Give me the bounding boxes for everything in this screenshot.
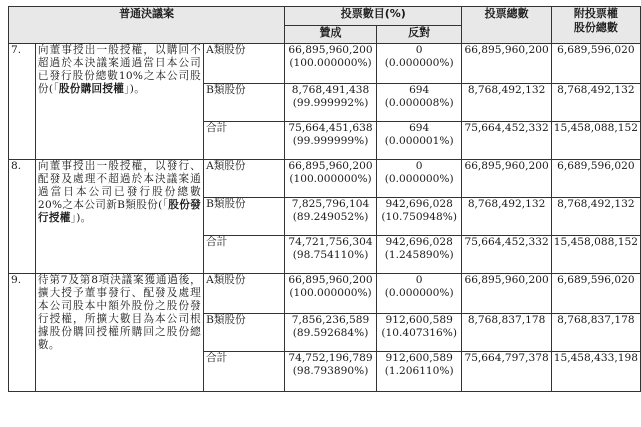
votes-against — [376, 236, 462, 274]
votes-for-pct: (89.249052%) — [292, 211, 369, 223]
votes-for-pct: (99.999999%) — [292, 135, 369, 147]
votes-against-value: 694 — [409, 84, 430, 96]
share-class: B類股份 — [204, 198, 285, 236]
share-class: 合計 — [204, 122, 285, 160]
votes-against-value: 912,600,589 — [385, 314, 453, 326]
resolution-text-post: 」)。 — [70, 212, 92, 224]
votes-for-pct: (89.592684%) — [292, 327, 369, 339]
votes-for-pct: (98.754110%) — [292, 249, 369, 261]
votes-for — [285, 274, 377, 314]
shares-with-rights: 15,458,088,152 — [551, 122, 640, 160]
votes-against-pct: (0.000008%) — [384, 97, 454, 109]
votes-against-value: 694 — [409, 122, 430, 134]
votes-against-value: 0 — [415, 274, 423, 286]
votes-for-value: 8,768,491,438 — [291, 84, 370, 96]
shares-with-rights: 6,689,596,020 — [551, 274, 640, 314]
votes-against-pct: (1.245890%) — [384, 249, 454, 261]
shares-with-rights: 15,458,433,198 — [551, 352, 640, 392]
votes-for — [285, 352, 377, 392]
votes-against-pct: (10.750948%) — [381, 211, 457, 223]
votes-against-value: 0 — [415, 160, 423, 172]
resolution-number: 9. — [9, 274, 36, 392]
total-votes: 8,768,837,178 — [462, 314, 551, 352]
votes-against-value: 0 — [415, 44, 423, 56]
header-shares-with-rights: 附投票權 股份總數 — [551, 7, 640, 44]
resolution-text — [35, 44, 203, 160]
voting-results-table — [8, 6, 641, 392]
votes-for-value: 7,856,236,589 — [291, 314, 370, 326]
votes-against — [376, 122, 462, 160]
votes-against — [376, 274, 462, 314]
votes-for-value: 75,664,451,638 — [288, 122, 373, 134]
votes-for — [285, 198, 377, 236]
shares-with-rights: 8,768,492,132 — [551, 84, 640, 122]
votes-against — [376, 160, 462, 198]
header-against: 反對 — [376, 26, 462, 44]
votes-for-value: 7,825,796,104 — [291, 198, 370, 210]
resolution-text-pre: 向董事授出一般授權，以發行、配發及處理不超過於本決議案通過當日本公司已發行股份總數20%之本公司新B類股份(「 — [37, 160, 202, 211]
resolution-text-pre: 向董事授出一般授權，以購回不超過於本決議案通過當日本公司已發行股份總數10%之本公司股份(「 — [37, 44, 202, 95]
votes-against — [376, 352, 462, 392]
total-votes: 75,664,452,332 — [462, 122, 551, 160]
shares-with-rights: 6,689,596,020 — [551, 44, 640, 84]
shares-with-rights: 15,458,088,152 — [551, 236, 640, 274]
total-votes: 66,895,960,200 — [462, 44, 551, 84]
votes-against — [376, 314, 462, 352]
votes-for-value: 66,895,960,200 — [288, 274, 373, 286]
share-class: 合計 — [204, 352, 285, 392]
votes-for-pct: (100.000000%) — [289, 287, 372, 299]
votes-for — [285, 44, 377, 84]
votes-against — [376, 198, 462, 236]
votes-against-value: 942,696,028 — [385, 198, 453, 210]
share-class: A類股份 — [204, 160, 285, 198]
table-row — [9, 274, 641, 314]
resolution-text-pre: 待第7及第8項決議案獲通過後，擴大授予董事發行、配發及處理本公司股本中額外股份之股份發行授權，所擴大數目為本公司根據股份購回授權所購回之股份總數。 — [37, 274, 202, 351]
votes-for-pct: (98.793890%) — [292, 365, 369, 377]
resolution-keyword: 股份發行授權 — [37, 199, 202, 224]
total-votes: 75,664,797,378 — [462, 352, 551, 392]
votes-for — [285, 122, 377, 160]
resolution-keyword: 股份購回授權 — [58, 83, 125, 95]
total-votes: 66,895,960,200 — [462, 160, 551, 198]
resolution-number: 8. — [9, 160, 36, 274]
total-votes: 8,768,492,132 — [462, 198, 551, 236]
votes-against-pct: (0.000000%) — [384, 287, 454, 299]
total-votes: 75,664,452,332 — [462, 236, 551, 274]
votes-against-value: 912,600,589 — [385, 352, 453, 364]
votes-for-pct: (100.000000%) — [289, 173, 372, 185]
header-for: 贊成 — [285, 26, 377, 44]
votes-against-pct: (10.407316%) — [381, 327, 457, 339]
votes-for-value: 74,721,756,304 — [288, 236, 373, 248]
votes-against-value: 942,696,028 — [385, 236, 453, 248]
votes-against-pct: (0.000000%) — [384, 173, 454, 185]
shares-with-rights: 8,768,492,132 — [551, 198, 640, 236]
share-class: A類股份 — [204, 44, 285, 84]
header-total-votes: 投票總數 — [462, 7, 551, 44]
header-resolution: 普通決議案 — [9, 7, 285, 44]
votes-against-pct: (0.000001%) — [384, 135, 454, 147]
resolution-number: 7. — [9, 44, 36, 160]
votes-for-pct: (99.999992%) — [292, 97, 369, 109]
votes-for — [285, 314, 377, 352]
votes-against-pct: (0.000000%) — [384, 57, 454, 69]
votes-against — [376, 84, 462, 122]
share-class: B類股份 — [204, 314, 285, 352]
votes-for — [285, 84, 377, 122]
share-class: B類股份 — [204, 84, 285, 122]
votes-for-value: 74,752,196,789 — [288, 352, 373, 364]
votes-for-pct: (100.000000%) — [289, 57, 372, 69]
resolution-text — [35, 274, 203, 392]
votes-against-pct: (1.206110%) — [384, 365, 454, 377]
votes-for-value: 66,895,960,200 — [288, 160, 373, 172]
share-class: A類股份 — [204, 274, 285, 314]
resolution-text-post: 」)。 — [124, 83, 146, 95]
votes-for — [285, 236, 377, 274]
total-votes: 8,768,492,132 — [462, 84, 551, 122]
resolution-text — [35, 160, 203, 274]
votes-against — [376, 44, 462, 84]
share-class: 合計 — [204, 236, 285, 274]
table-row — [9, 160, 641, 198]
votes-for-value: 66,895,960,200 — [288, 44, 373, 56]
header-votes-group: 投票數目(%) — [285, 7, 462, 26]
shares-with-rights: 8,768,837,178 — [551, 314, 640, 352]
votes-for — [285, 160, 377, 198]
table-row — [9, 44, 641, 84]
shares-with-rights: 6,689,596,020 — [551, 160, 640, 198]
voting-results-table-wrapper — [8, 6, 641, 392]
total-votes: 66,895,960,200 — [462, 274, 551, 314]
